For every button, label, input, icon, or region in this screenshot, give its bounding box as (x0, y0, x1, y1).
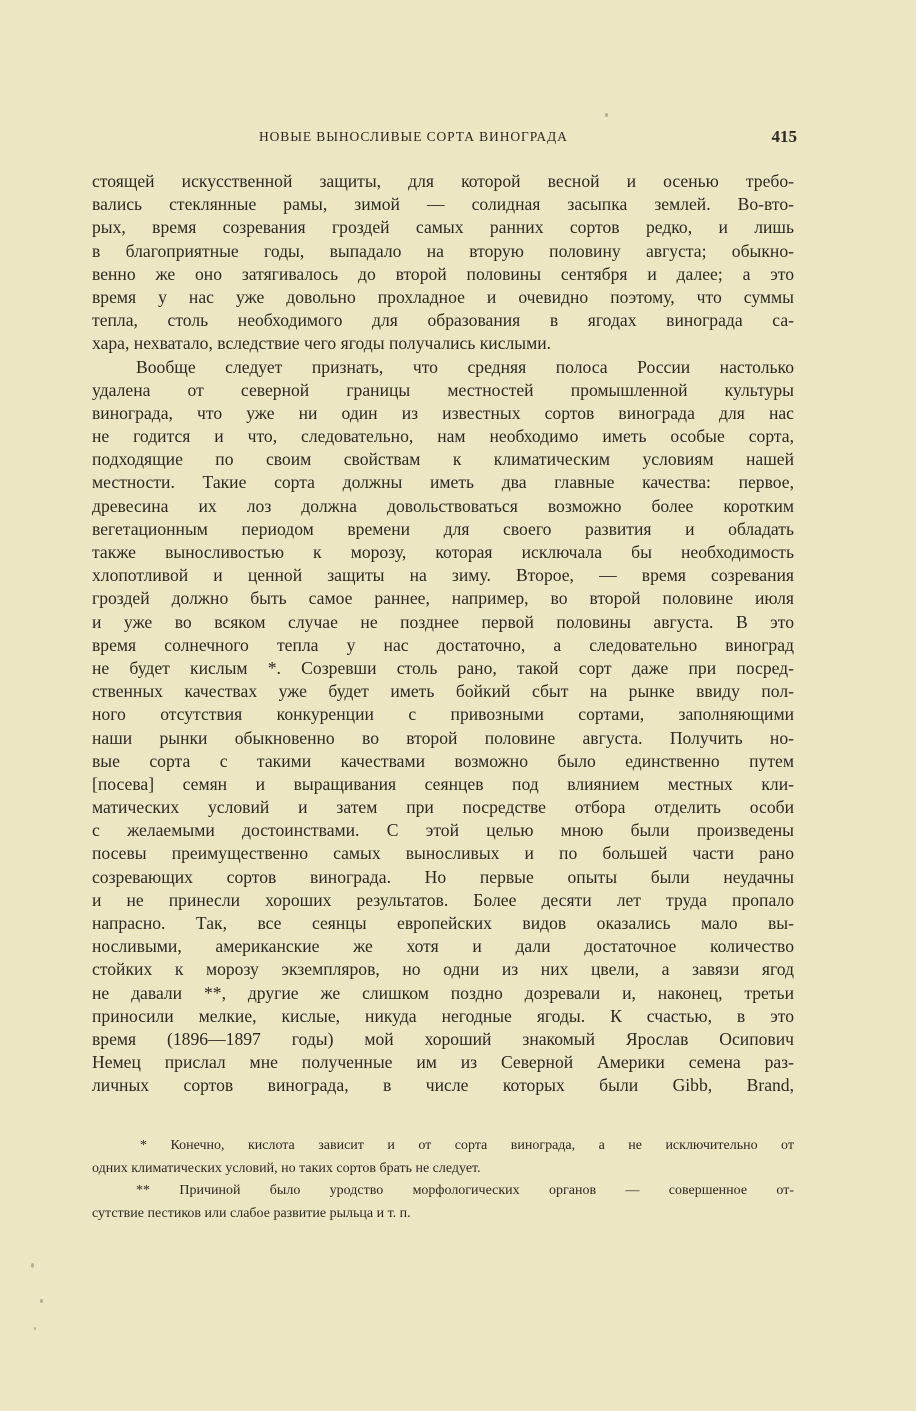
paper-speck (605, 113, 608, 117)
text-line: удалена от северной границы местностей промышленной культуры (92, 379, 794, 400)
text-line: время солнечного тепла у нас достаточно, а следовательно виноград (92, 634, 794, 655)
footnote-line: одних климатических условий, но таких сортов брать не следует. (92, 1160, 481, 1176)
text-line: не годится и что, следовательно, нам необходимо иметь особые сорта, (92, 426, 794, 447)
text-line: гроздей должно быть самое раннее, например, во второй половине июля (92, 588, 794, 609)
running-title: НОВЫЕ ВЫНОСЛИВЫЕ СОРТА ВИНОГРАДА (259, 129, 568, 144)
text-line: Немец прислал мне полученные им из Северной Америки семена раз- (92, 1052, 794, 1073)
text-line: стойких к морозу экземпляров, но одни из них цвели, а завязи ягод (92, 959, 794, 980)
text-line: стоящей искусственной защиты, для которой весной и осенью требо- (92, 171, 794, 191)
text-line: венно же оно затягивалось до второй половины сентября и далее; а это (92, 263, 794, 284)
text-line: наши рынки обыкновенно во второй половине августа. Получить но- (92, 727, 794, 748)
text-line: время (1896—1897 годы) мой хороший знакомый Ярослав Осипович (92, 1028, 794, 1049)
text-line: созревающих сортов винограда. Но первые опыты были неудачны (92, 866, 794, 887)
text-line: хлопотливой и ценной защиты на зиму. Второе, — время созревания (92, 565, 794, 586)
text-line: матических условий и затем при посредстве отбора отделить особи (92, 797, 794, 818)
text-line: ного отсутствия конкуренции с привозными сортами, заполняющими (92, 704, 794, 725)
text-line: с желаемыми достоинствами. С этой целью мною были произведены (92, 820, 794, 841)
footnote-line: ** Причиной было уродство морфологических органов — совершенное от- (136, 1183, 794, 1198)
text-line: местности. Такие сорта должны иметь два главные качества: первое, (92, 472, 794, 493)
text-line: личных сортов винограда, в числе которых были Gibb, Brand, (92, 1075, 794, 1096)
footnote-line: * Конечно, кислота зависит и от сорта винограда, а не исключительно от (140, 1138, 794, 1153)
text-line: Вообще следует признать, что средняя полоса России настолько (136, 356, 794, 377)
text-line: [посева] семян и выращивания сеянцев под влиянием местных кли- (92, 773, 794, 794)
text-line: хара, нехватало, вследствие чего ягоды получались кислыми. (92, 333, 552, 354)
text-line: напрасно. Так, все сеянцы европейских видов оказались мало вы- (92, 913, 794, 933)
text-line: посевы преимущественно самых выносливых и по большей части рано (92, 843, 794, 864)
page-number: 415 (771, 127, 797, 146)
paper-speck (34, 1327, 36, 1330)
text-line: и не принесли хороших результатов. Более десяти лет труда пропало (92, 889, 794, 910)
text-line: тепла, столь необходимого для образования в ягодах винограда са- (92, 310, 794, 331)
text-line: носливыми, американские же хотя и дали достаточное количество (92, 936, 794, 957)
text-line: не давали **, другие же слишком поздно дозревали и, наконец, третьи (92, 982, 794, 1003)
text-line: вые сорта с такими качествами возможно было единственно путем (92, 750, 794, 771)
text-line: не будет кислым *. Созревши столь рано, такой сорт даже при посред- (92, 657, 794, 678)
paper-speck (31, 1263, 34, 1268)
main-text (92, 170, 794, 1098)
footnote-line: сутствие пестиков или слабое развитие рыльца и т. п. (92, 1205, 411, 1221)
paper-speck (40, 1299, 43, 1303)
page-header (92, 127, 797, 149)
text-line: приносили мелкие, кислые, никуда негодные ягоды. К счастью, в это (92, 1005, 794, 1026)
text-line: винограда, что уже ни один из известных сортов винограда для нас (92, 402, 794, 423)
footnotes (92, 1135, 794, 1225)
text-line: древесина их лоз должна довольствоваться возможно более коротким (92, 495, 794, 516)
text-line: вегетационным периодом времени для своего развития и обладать (92, 518, 794, 539)
text-line: рых, время созревания гроздей самых ранних сортов редко, и лишь (92, 217, 794, 238)
text-line: также выносливостью к морозу, которая исключала бы необходимость (92, 542, 794, 562)
text-line: и уже во всяком случае не позднее первой половины августа. В это (92, 611, 794, 632)
text-line: подходящие по своим свойствам к климатическим условиям нашей (92, 449, 794, 470)
text-line: ственных качествах уже будет иметь бойкий сбыт на рынке ввиду пол- (92, 681, 794, 702)
text-line: вались стеклянные рамы, зимой — солидная засыпка землей. Во-вто- (92, 194, 794, 215)
text-line: время у нас уже довольно прохладное и очевидно поэтому, что суммы (92, 286, 794, 307)
text-line: в благоприятные годы, выпадало на вторую половину августа; обыкно- (92, 240, 794, 261)
